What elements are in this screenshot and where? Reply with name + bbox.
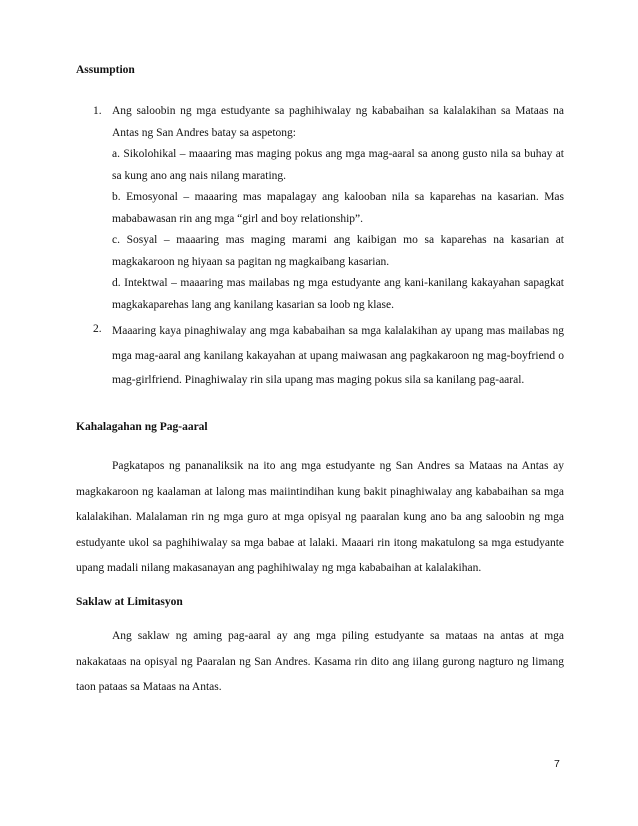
subitem-sikolohikal: a. Sikolohikal – maaaring mas maging pokus ang mga mag-aaral sa anong gusto nila sa buhay at sa kung ano ang nais nilang marating. xyxy=(112,148,564,182)
assumption-list xyxy=(76,101,564,396)
list-item xyxy=(76,101,564,316)
heading-assumption: Assumption xyxy=(76,64,135,76)
subitem-intektwal: d. Intektwal – maaaring mas mailabas ng mga estudyante ang kani-kanilang kakayahan sapagkat magkakaparehas lang ang kanilang kasarian sa loob ng klase. xyxy=(112,277,564,311)
list-number: 1. xyxy=(93,105,102,117)
list-item-text: Ang saloobin ng mga estudyante sa paghihiwalay ng kababaihan sa kalalakihan sa Mataas na Antas ng San Andres batay sa aspetong: xyxy=(112,105,564,139)
subitem-sosyal: c. Sosyal – maaaring mas maging marami ang kaibigan mo sa kaparehas na kasarian at magkakaroon ng hiyaan sa pagitan ng magkaibang kasarian. xyxy=(112,234,564,268)
heading-kahalagahan: Kahalagahan ng Pag-aaral xyxy=(76,421,208,433)
list-number: 2. xyxy=(93,323,102,335)
list-item xyxy=(76,319,564,393)
heading-saklaw: Saklaw at Limitasyon xyxy=(76,596,183,608)
subitem-emosyonal: b. Emosyonal – maaaring mas mapalagay ang kalooban nila sa kaparehas na kasarian. Mas mababawasan rin ang mga “girl and boy relationship”. xyxy=(112,191,564,225)
paragraph-kahalagahan: Pagkatapos ng pananaliksik na ito ang mga estudyante ng San Andres sa Mataas na Antas ay magkakaroon ng kaalaman at lalong mas maiintindihan kung bakit pinaghiwalay ang kababaihan sa mga kalalakihan. Malalaman rin ng mga guro at mga opisyal ng paaralan kung ano ba ang saloobin ng mga estudyante ukol sa paghihiwalay sa mga babae at lalaki. Maaari rin itong makatulong sa mga estudyante upang madali nilang makasanayan ang paghihiwalay ng mga kababaihan at kalalakihan. xyxy=(76,460,564,575)
list-item-text: Maaaring kaya pinaghiwalay ang mga kababaihan sa mga kalalakihan ay upang mas mailabas ng mga mag-aaral ang kanilang kakayahan at upang maiwasan ang pagkakaroon ng mag-boyfriend o mag-girlfriend. Pinaghiwalay rin sila upang mas maging pokus sila sa kanilang pag-aaral. xyxy=(112,325,564,386)
paragraph-saklaw: Ang saklaw ng aming pag-aaral ay ang mga piling estudyante sa mataas na antas at mga nakakataas na opisyal ng Paaralan ng San Andres. Kasama rin dito ang iilang gurong nagturo ng limang taon pataas sa Mataas na Antas. xyxy=(76,630,564,694)
page-number: 7 xyxy=(554,758,560,770)
